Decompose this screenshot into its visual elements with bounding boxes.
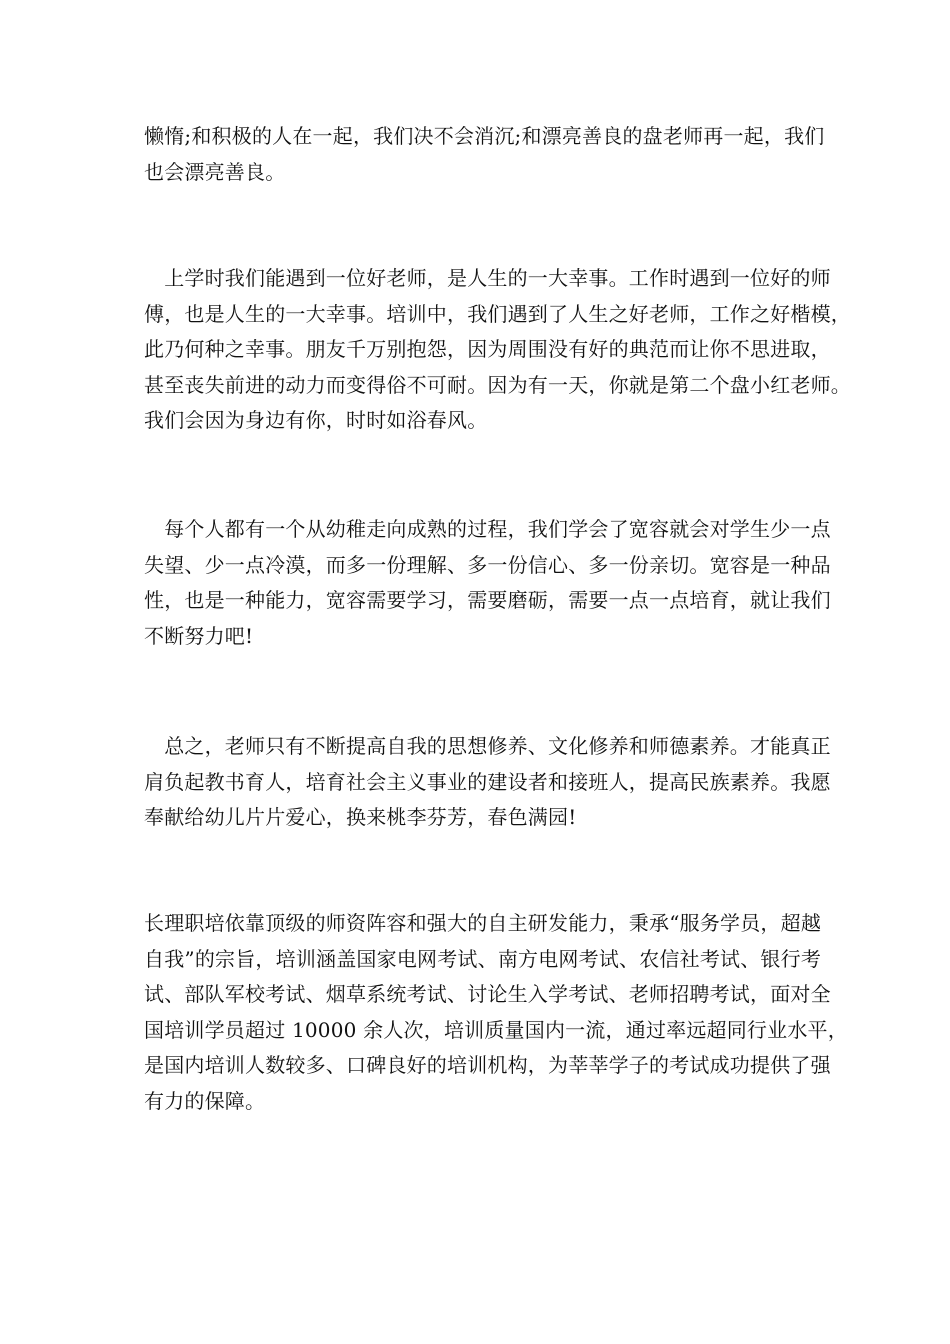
text-line: 我们会因为身边有你，时时如浴春风。 [144, 408, 488, 432]
text-line: 是国内培训人数较多、口碑良好的培训机构，为莘莘学子的考试成功提供了强 [144, 1053, 831, 1077]
text-line: 傅，也是人生的一大幸事。培训中，我们遇到了人生之好老师，工作之好楷模， [144, 301, 851, 326]
text-line: 自我”的宗旨，培训涵盖国家电网考试、南方电网考试、农信社考试、银行考 [144, 946, 822, 971]
text-line: 国培训学员超过 10000 余人次，培训质量国内一流，通过率远超同行业水平， [144, 1017, 848, 1042]
text-line: 懒惰;和积极的人在一起，我们决不会消沉;和漂亮善良的盘老师再一起，我们 [144, 124, 825, 148]
text-line: 此乃何种之幸事。朋友千万别抱怨，因为周围没有好的典范而让你不思进取， [144, 337, 831, 361]
text-line: 奉献给幼儿片片爱心，换来桃李芬芳，春色满园! [144, 805, 577, 829]
text-line: 上学时我们能遇到一位好老师，是人生的一大幸事。工作时遇到一位好的师 [144, 266, 831, 290]
text-line: 甚至丧失前进的动力而变得俗不可耐。因为有一天，你就是第二个盘小红老师。 [144, 372, 851, 397]
paragraph-3 [144, 512, 831, 654]
text-line: 有力的保障。 [144, 1088, 266, 1113]
text-line: 每个人都有一个从幼稚走向成熟的过程，我们学会了宽容就会对学生少一点 [144, 517, 831, 541]
text-line: 失望、少一点冷漠，而多一份理解、多一份信心、多一份亲切。宽容是一种品 [144, 552, 831, 577]
paragraph-4 [144, 729, 831, 836]
text-line: 性，也是一种能力，宽容需要学习，需要磨砺，需要一点一点培育，就让我们 [144, 588, 831, 612]
paragraph-2 [144, 261, 851, 439]
text-line: 不断努力吧! [144, 623, 254, 648]
text-line: 长理职培依靠顶级的师资阵容和强大的自主研发能力，秉承“服务学员，超越 [144, 911, 822, 935]
text-line: 试、部队军校考试、烟草系统考试、讨论生入学考试、老师招聘考试，面对全 [144, 982, 831, 1006]
text-line: 也会漂亮善良。 [144, 159, 286, 184]
text-line: 总之，老师只有不断提高自我的思想修养、文化修养和师德素养。才能真正 [144, 734, 831, 758]
paragraph-1 [144, 119, 825, 190]
text-line: 肩负起教书育人，培育社会主义事业的建设者和接班人，提高民族素养。我愿 [144, 769, 831, 794]
paragraph-5 [144, 906, 848, 1119]
